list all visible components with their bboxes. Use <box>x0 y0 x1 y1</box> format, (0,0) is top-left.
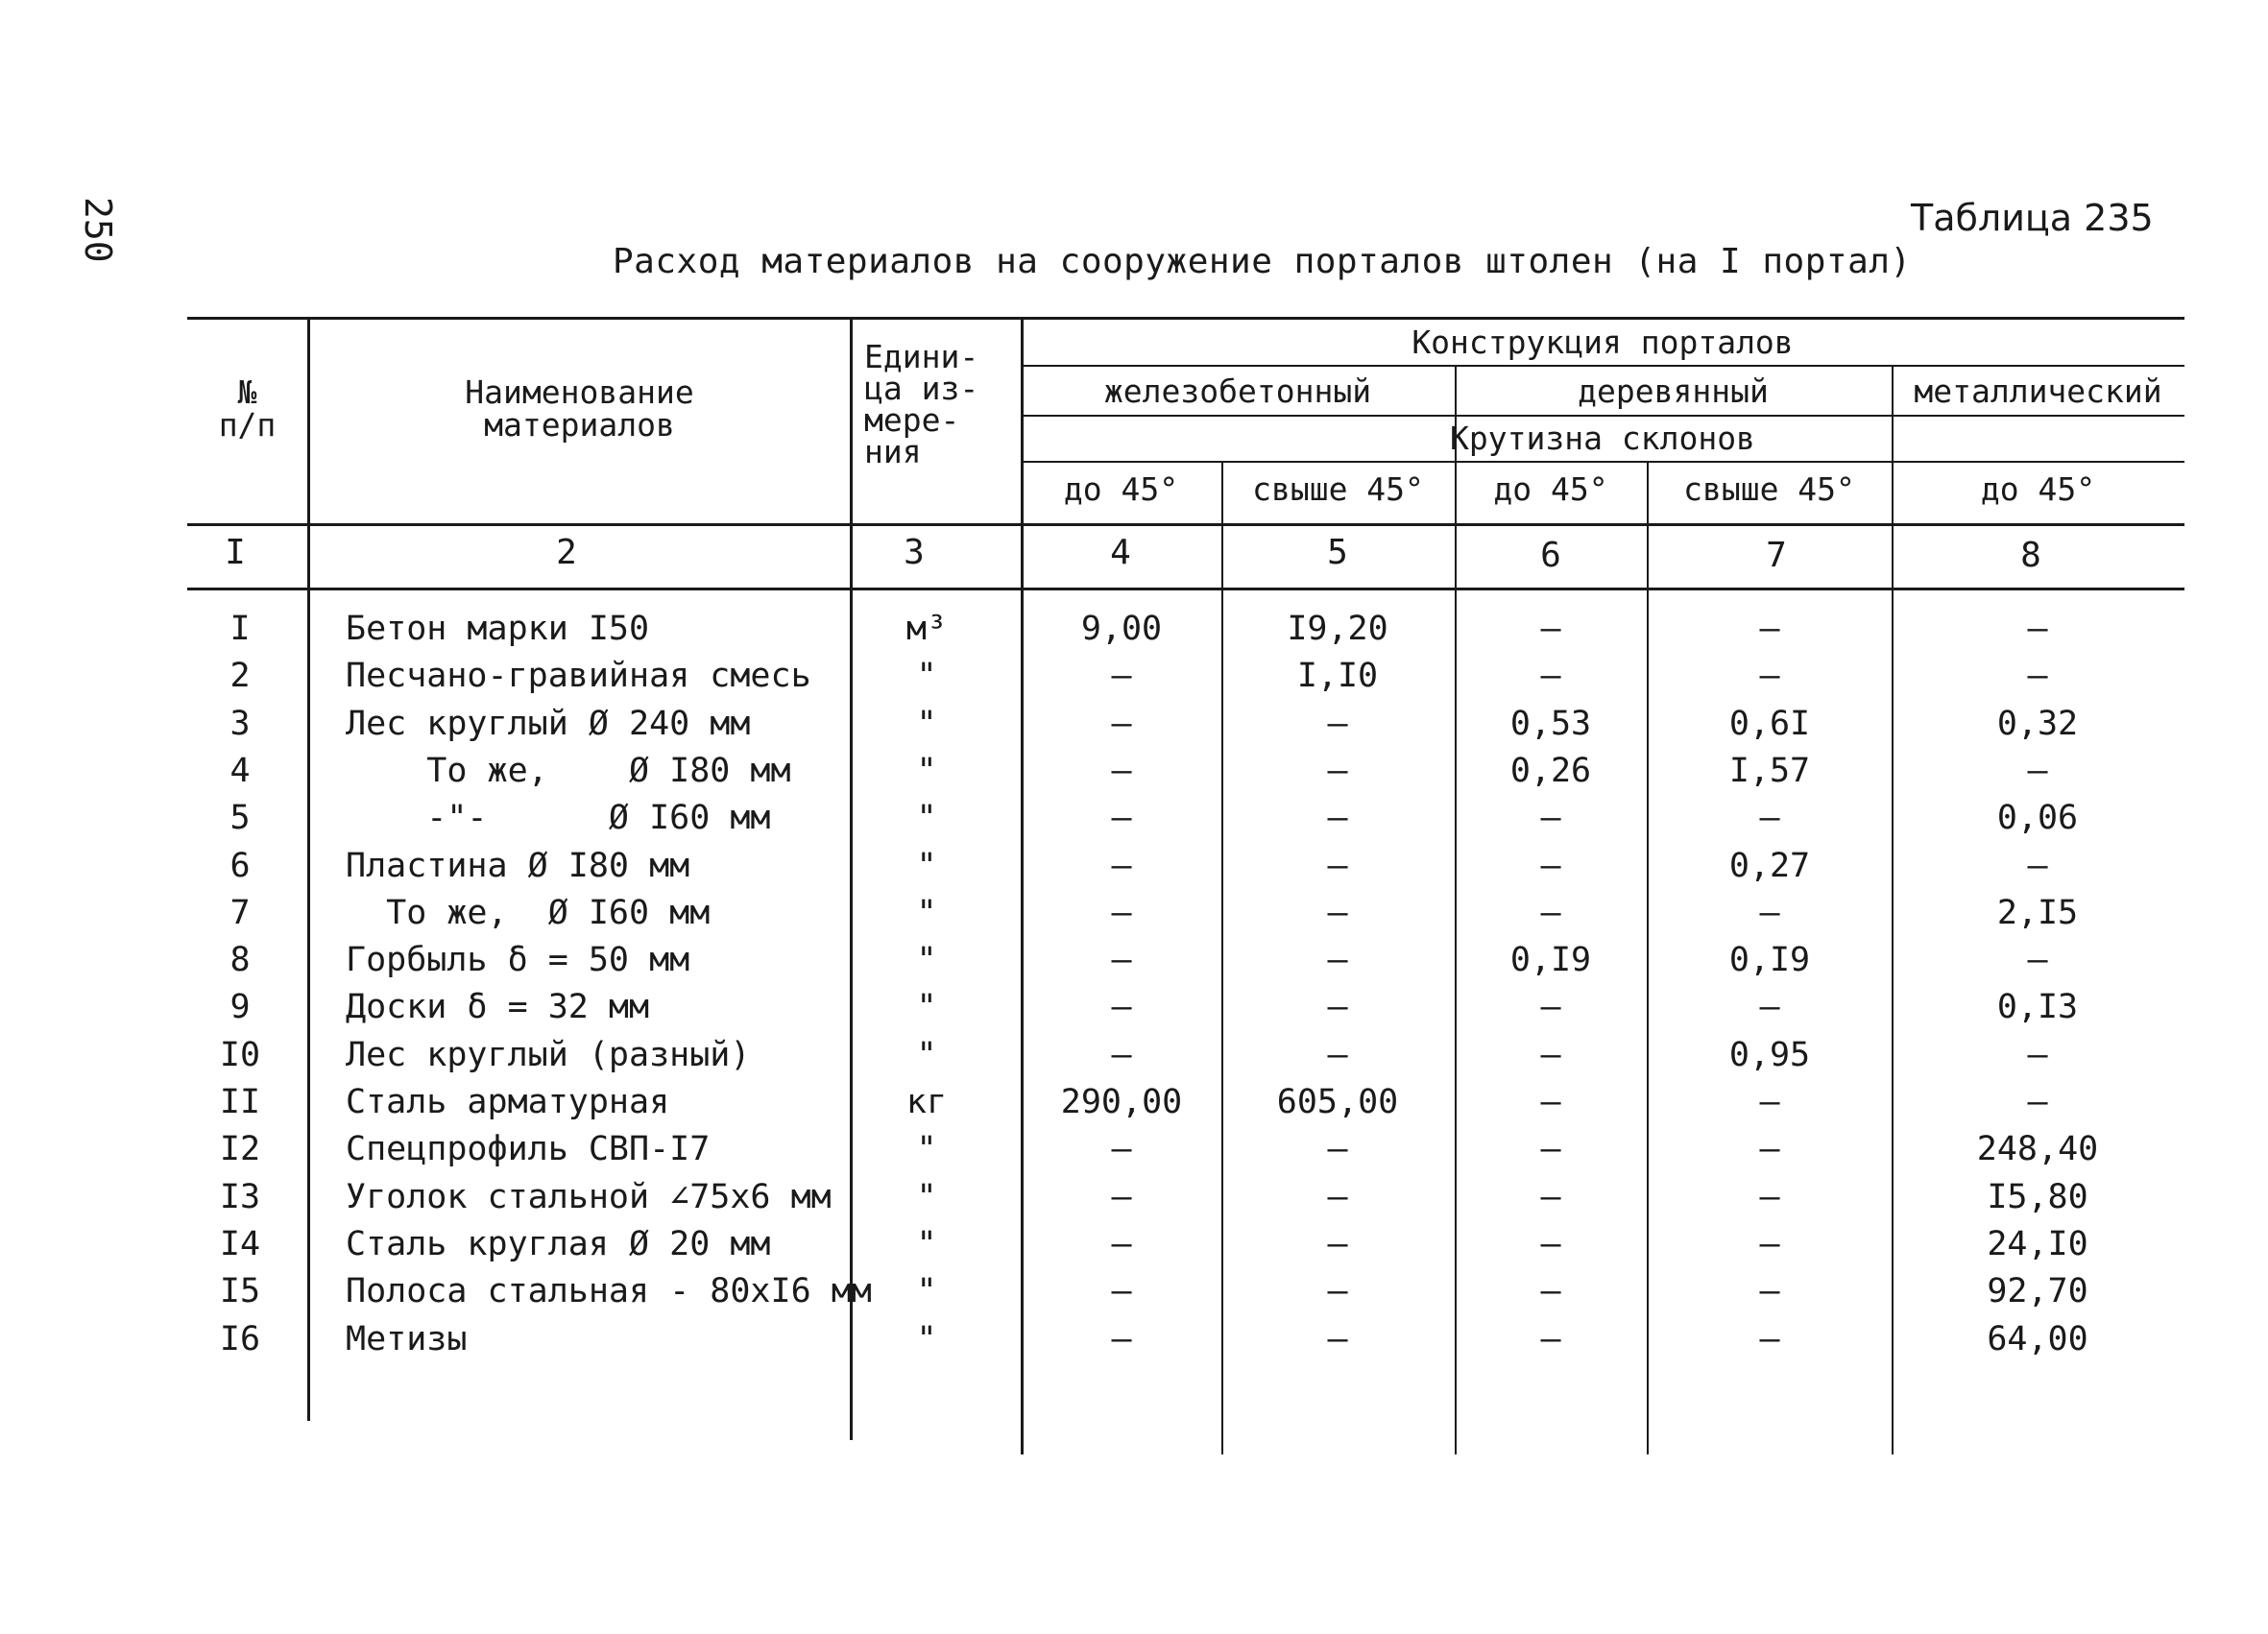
value-col-6: – <box>1540 610 1561 648</box>
value-col-5: – <box>1327 894 1348 932</box>
value-col-5: I9,20 <box>1287 610 1388 648</box>
page-number: 250 <box>77 197 119 263</box>
value-col-5: – <box>1327 1272 1348 1310</box>
value-col-7: – <box>1759 1320 1780 1358</box>
value-col-4: 290,00 <box>1060 1083 1183 1121</box>
row-number: 4 <box>229 752 251 790</box>
unit-of-measure: " <box>916 1225 937 1263</box>
table-label: Таблица 235 <box>1911 197 2154 239</box>
header-unit-line1: Едини- <box>864 338 979 375</box>
value-col-7: – <box>1759 610 1780 648</box>
material-name: Лес круглый Ø 240 мм <box>346 705 751 743</box>
header-slope-col8: до 45° <box>1980 470 2096 508</box>
row-number: I4 <box>219 1225 261 1263</box>
value-col-8: 0,06 <box>1996 799 2079 837</box>
header-num <box>187 373 307 444</box>
value-col-4: – <box>1111 1130 1132 1168</box>
table-top-rule <box>187 317 2184 320</box>
column-number-4: 4 <box>1110 533 1131 572</box>
value-col-7: 0,I9 <box>1728 941 1811 979</box>
value-col-6: – <box>1540 1036 1561 1074</box>
value-col-6: 0,26 <box>1509 752 1592 790</box>
value-col-7: – <box>1759 1225 1780 1263</box>
row-number: 8 <box>229 941 251 979</box>
divider-num-name <box>307 317 310 1421</box>
divider-col4-col5 <box>1221 461 1223 1454</box>
column-number-2: 2 <box>556 533 577 572</box>
value-col-7: 0,95 <box>1728 1036 1811 1074</box>
material-name: Сталь круглая Ø 20 мм <box>346 1225 771 1263</box>
header-type-reinforced-concrete: железобетонный <box>1103 372 1372 410</box>
column-number-8: 8 <box>2020 536 2041 575</box>
value-col-7: – <box>1759 1130 1780 1168</box>
value-col-5: – <box>1327 1130 1348 1168</box>
row-number: II <box>219 1083 261 1121</box>
column-number-3: 3 <box>904 533 925 572</box>
material-name: -"- Ø I60 мм <box>346 799 771 837</box>
value-col-8: 24,I0 <box>1987 1225 2088 1263</box>
header-num-line1: № <box>237 373 257 411</box>
value-col-7: – <box>1759 894 1780 932</box>
header-name-line2: материалов <box>484 406 675 444</box>
rule-under-column-numbers <box>187 588 2184 590</box>
value-col-8: – <box>2027 1083 2048 1121</box>
column-number-7: 7 <box>1766 536 1787 575</box>
unit-of-measure: " <box>916 657 937 695</box>
value-col-4: – <box>1111 1178 1132 1216</box>
divider-col6-col7 <box>1647 461 1649 1454</box>
value-col-5: – <box>1327 1178 1348 1216</box>
value-col-4: – <box>1111 657 1132 695</box>
value-col-4: – <box>1111 988 1132 1026</box>
value-col-4: – <box>1111 752 1132 790</box>
value-col-4: – <box>1111 847 1132 885</box>
value-col-4: – <box>1111 1225 1132 1263</box>
value-col-4: – <box>1111 1036 1132 1074</box>
value-col-6: – <box>1540 1178 1561 1216</box>
row-number: I0 <box>219 1036 261 1074</box>
value-col-7: 0,27 <box>1728 847 1811 885</box>
unit-of-measure: " <box>916 799 937 837</box>
material-name: Уголок стальной ∠75x6 мм <box>346 1178 832 1216</box>
header-unit-line3: мере- <box>864 401 960 439</box>
material-name: Песчано-гравийная смесь <box>346 657 811 695</box>
header-unit-line2: ца из- <box>864 370 979 407</box>
value-col-6: – <box>1540 847 1561 885</box>
value-col-4: – <box>1111 941 1132 979</box>
value-col-8: 92,70 <box>1987 1272 2088 1310</box>
value-col-4: – <box>1111 705 1132 743</box>
rule-under-types <box>1021 415 2184 417</box>
value-col-8: – <box>2027 610 2048 648</box>
value-col-8: – <box>2027 1036 2048 1074</box>
header-slope-col6: до 45° <box>1493 470 1608 508</box>
value-col-4: – <box>1111 1272 1132 1310</box>
value-col-8: 0,I3 <box>1996 988 2079 1026</box>
rule-under-header <box>187 523 2184 526</box>
value-col-6: – <box>1540 799 1561 837</box>
header-name <box>309 373 850 444</box>
value-col-8: – <box>2027 847 2048 885</box>
value-col-7: – <box>1759 988 1780 1026</box>
document-title: Расход материалов на сооружение порталов штолен (на I портал) <box>613 242 1912 281</box>
value-col-5: – <box>1327 1225 1348 1263</box>
header-slope-col4: до 45° <box>1063 470 1179 508</box>
material-name: Метизы <box>346 1320 468 1358</box>
header-unit-line4: ния <box>864 433 922 470</box>
value-col-5: – <box>1327 752 1348 790</box>
unit-of-measure: " <box>916 1178 937 1216</box>
value-col-8: – <box>2027 657 2048 695</box>
row-number: 5 <box>229 799 251 837</box>
value-col-4: – <box>1111 894 1132 932</box>
value-col-7: – <box>1759 1083 1780 1121</box>
value-col-7: I,57 <box>1728 752 1811 790</box>
row-number: I5 <box>219 1272 261 1310</box>
value-col-7: 0,6I <box>1728 705 1811 743</box>
column-number-5: 5 <box>1327 533 1348 572</box>
material-name: Доски δ = 32 мм <box>346 988 650 1026</box>
unit-of-measure: " <box>916 988 937 1026</box>
header-construction: Конструкция порталов <box>1411 324 1794 361</box>
row-number: 6 <box>229 847 251 885</box>
header-name-line1: Наименование <box>465 373 694 411</box>
unit-of-measure: " <box>916 752 937 790</box>
value-col-7: – <box>1759 1272 1780 1310</box>
value-col-6: 0,I9 <box>1509 941 1592 979</box>
value-col-4: – <box>1111 799 1132 837</box>
value-col-6: – <box>1540 988 1561 1026</box>
value-col-6: – <box>1540 1083 1561 1121</box>
header-slope-col7: свыше 45° <box>1683 470 1855 508</box>
value-col-5: 605,00 <box>1276 1083 1399 1121</box>
value-col-5: I,I0 <box>1296 657 1379 695</box>
value-col-5: – <box>1327 799 1348 837</box>
value-col-5: – <box>1327 1036 1348 1074</box>
material-name: Бетон марки I50 <box>346 610 650 648</box>
unit-of-measure: " <box>916 941 937 979</box>
unit-of-measure: " <box>916 1130 937 1168</box>
unit-of-measure: м³ <box>905 610 948 648</box>
value-col-6: – <box>1540 1272 1561 1310</box>
value-col-4: – <box>1111 1320 1132 1358</box>
header-slope-col5: свыше 45° <box>1252 470 1424 508</box>
header-num-line2: п/п <box>218 406 277 444</box>
value-col-6: – <box>1540 1320 1561 1358</box>
material-name: То же, Ø I60 мм <box>346 894 711 932</box>
material-name: Полоса стальная - 80хI6 мм <box>346 1272 872 1310</box>
value-col-5: – <box>1327 847 1348 885</box>
value-col-8: 0,32 <box>1996 705 2079 743</box>
material-name: Пластина Ø I80 мм <box>346 847 690 885</box>
row-number: I3 <box>219 1178 261 1216</box>
header-type-wooden: деревянный <box>1578 372 1769 410</box>
unit-of-measure: " <box>916 705 937 743</box>
unit-of-measure: кг <box>905 1083 948 1121</box>
row-number: 3 <box>229 705 251 743</box>
header-type-metal: металлический <box>1914 372 2162 410</box>
header-unit <box>864 338 1018 470</box>
value-col-6: – <box>1540 1130 1561 1168</box>
rule-under-slope <box>1021 461 2184 463</box>
value-col-8: – <box>2027 752 2048 790</box>
rule-under-construction <box>1021 365 2184 367</box>
material-name: Сталь арматурная <box>346 1083 670 1121</box>
material-name: То же, Ø I80 мм <box>346 752 791 790</box>
value-col-5: – <box>1327 941 1348 979</box>
value-col-7: – <box>1759 1178 1780 1216</box>
value-col-4: 9,00 <box>1080 610 1163 648</box>
material-name: Спецпрофиль СВП-I7 <box>346 1130 711 1168</box>
unit-of-measure: " <box>916 847 937 885</box>
value-col-6: – <box>1540 1225 1561 1263</box>
material-name: Лес круглый (разный) <box>346 1036 751 1074</box>
row-number: 2 <box>229 657 251 695</box>
value-col-5: – <box>1327 988 1348 1026</box>
value-col-6: – <box>1540 894 1561 932</box>
row-number: 7 <box>229 894 251 932</box>
value-col-5: – <box>1327 705 1348 743</box>
value-col-8: 2,I5 <box>1996 894 2079 932</box>
value-col-8: 248,40 <box>1976 1130 2099 1168</box>
value-col-7: – <box>1759 799 1780 837</box>
header-slope: Крутизна склонов <box>1450 420 1755 457</box>
unit-of-measure: " <box>916 1272 937 1310</box>
material-name: Горбыль δ = 50 мм <box>346 941 690 979</box>
unit-of-measure: " <box>916 1036 937 1074</box>
value-col-7: – <box>1759 657 1780 695</box>
column-number-6: 6 <box>1540 536 1561 575</box>
value-col-8: – <box>2027 941 2048 979</box>
value-col-6: 0,53 <box>1509 705 1592 743</box>
divider-col7-col8 <box>1892 365 1894 1454</box>
column-number-1: I <box>225 533 246 572</box>
value-col-5: – <box>1327 1320 1348 1358</box>
row-number: I2 <box>219 1130 261 1168</box>
unit-of-measure: " <box>916 894 937 932</box>
row-number: 9 <box>229 988 251 1026</box>
value-col-8: 64,00 <box>1987 1320 2088 1358</box>
row-number: I6 <box>219 1320 261 1358</box>
value-col-8: I5,80 <box>1987 1178 2088 1216</box>
row-number: I <box>229 610 251 648</box>
value-col-6: – <box>1540 657 1561 695</box>
unit-of-measure: " <box>916 1320 937 1358</box>
